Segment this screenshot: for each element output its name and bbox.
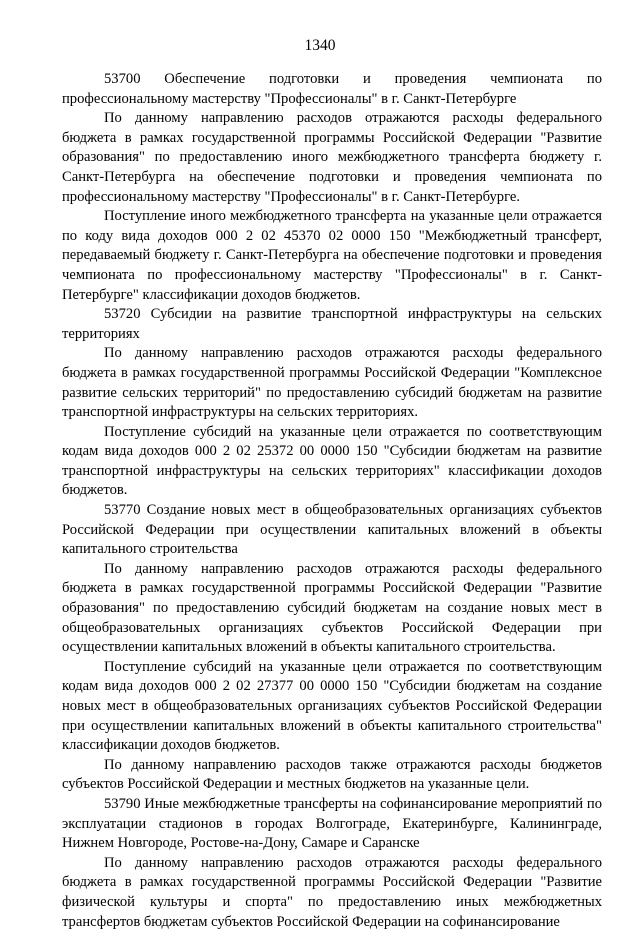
- body-paragraph: По данному направлению расходов отражаются расходы федерального бюджета в рамках государственной программы Российской Федерации "Развитие образования" по предоставлению иного межбюджетного трансферта бюджету г. Санкт-Петербурга на обеспечение подготовки и проведения чемпионата по профессиональному мастерству "Профессионалы" в г. Санкт-Петербурге.: [62, 110, 602, 205]
- section-heading-53790: 53790 Иные межбюджетные трансферты на софинансирование мероприятий по эксплуатации стадионов в городах Волгограде, Екатеринбурге, Калининграде, Нижнем Новгороде, Ростове-на-Дону, Самаре и Саранске: [62, 795, 602, 852]
- body-paragraph: По данному направлению расходов отражаются расходы федерального бюджета в рамках государственной программы Российской Федерации "Развитие физической культуры и спорта" по предоставлению иных межбюджетных трансфертов бюджетам субъектов Российской Федерации на софинансирование: [62, 854, 602, 930]
- page-number: 1340: [304, 37, 336, 54]
- body-paragraph: Поступление субсидий на указанные цели отражается по соответствующим кодам вида доходов 000 2 02 27377 00 0000 150 "Субсидии бюджетам на создание новых мест в общеобразовательных организациях субъектов Российской Федерации при осуществлении капитальных вложений в объекты капитального строительства" классификации доходов бюджетов.: [62, 658, 602, 754]
- body-paragraph: Поступление субсидий на указанные цели отражается по соответствующим кодам вида доходов 000 2 02 25372 00 0000 150 "Субсидии бюджетам на развитие транспортной инфраструктуры на сельских территориях" классификации доходов бюджетов.: [62, 423, 602, 499]
- section-heading-53720: 53720 Субсидии на развитие транспортной инфраструктуры на сельских территориях: [62, 306, 602, 342]
- body-paragraph: Поступление иного межбюджетного трансферта на указанные цели отражается по коду вида доходов 000 2 02 45370 02 0000 150 "Межбюджетный трансферт, передаваемый бюджету г. Санкт-Петербурга на обеспечение подготовки и проведения чемпионата по профессиональному мастерству "Профессионалы" в г. Санкт-Петербурге" классификации доходов бюджетов.: [62, 208, 602, 303]
- body-paragraph: По данному направлению расходов также отражаются расходы бюджетов субъектов Российской Федерации и местных бюджетов на указанные цели.: [62, 756, 602, 793]
- document-body: [62, 70, 602, 932]
- body-paragraph: По данному направлению расходов отражаются расходы федерального бюджета в рамках государственной программы Российской Федерации "Комплексное развитие сельских территорий" по предоставлению субсидий бюджетам на развитие транспортной инфраструктуры на сельских территориях.: [62, 345, 602, 421]
- body-paragraph: По данному направлению расходов отражаются расходы федерального бюджета в рамках государственной программы Российской Федерации "Развитие образования" по предоставлению субсидий бюджетам на создание новых мест в общеобразовательных организациях субъектов Российской Федерации при осуществлении капитальных вложений в объекты капитального строительства.: [62, 560, 602, 656]
- section-heading-53700: 53700 Обеспечение подготовки и проведения чемпионата по профессиональному мастерству "Профессионалы" в г. Санкт-Петербурге: [62, 71, 602, 107]
- section-heading-53770: 53770 Создание новых мест в общеобразовательных организациях субъектов Российской Федерации при осуществлении капитальных вложений в объекты капитального строительства: [62, 502, 602, 558]
